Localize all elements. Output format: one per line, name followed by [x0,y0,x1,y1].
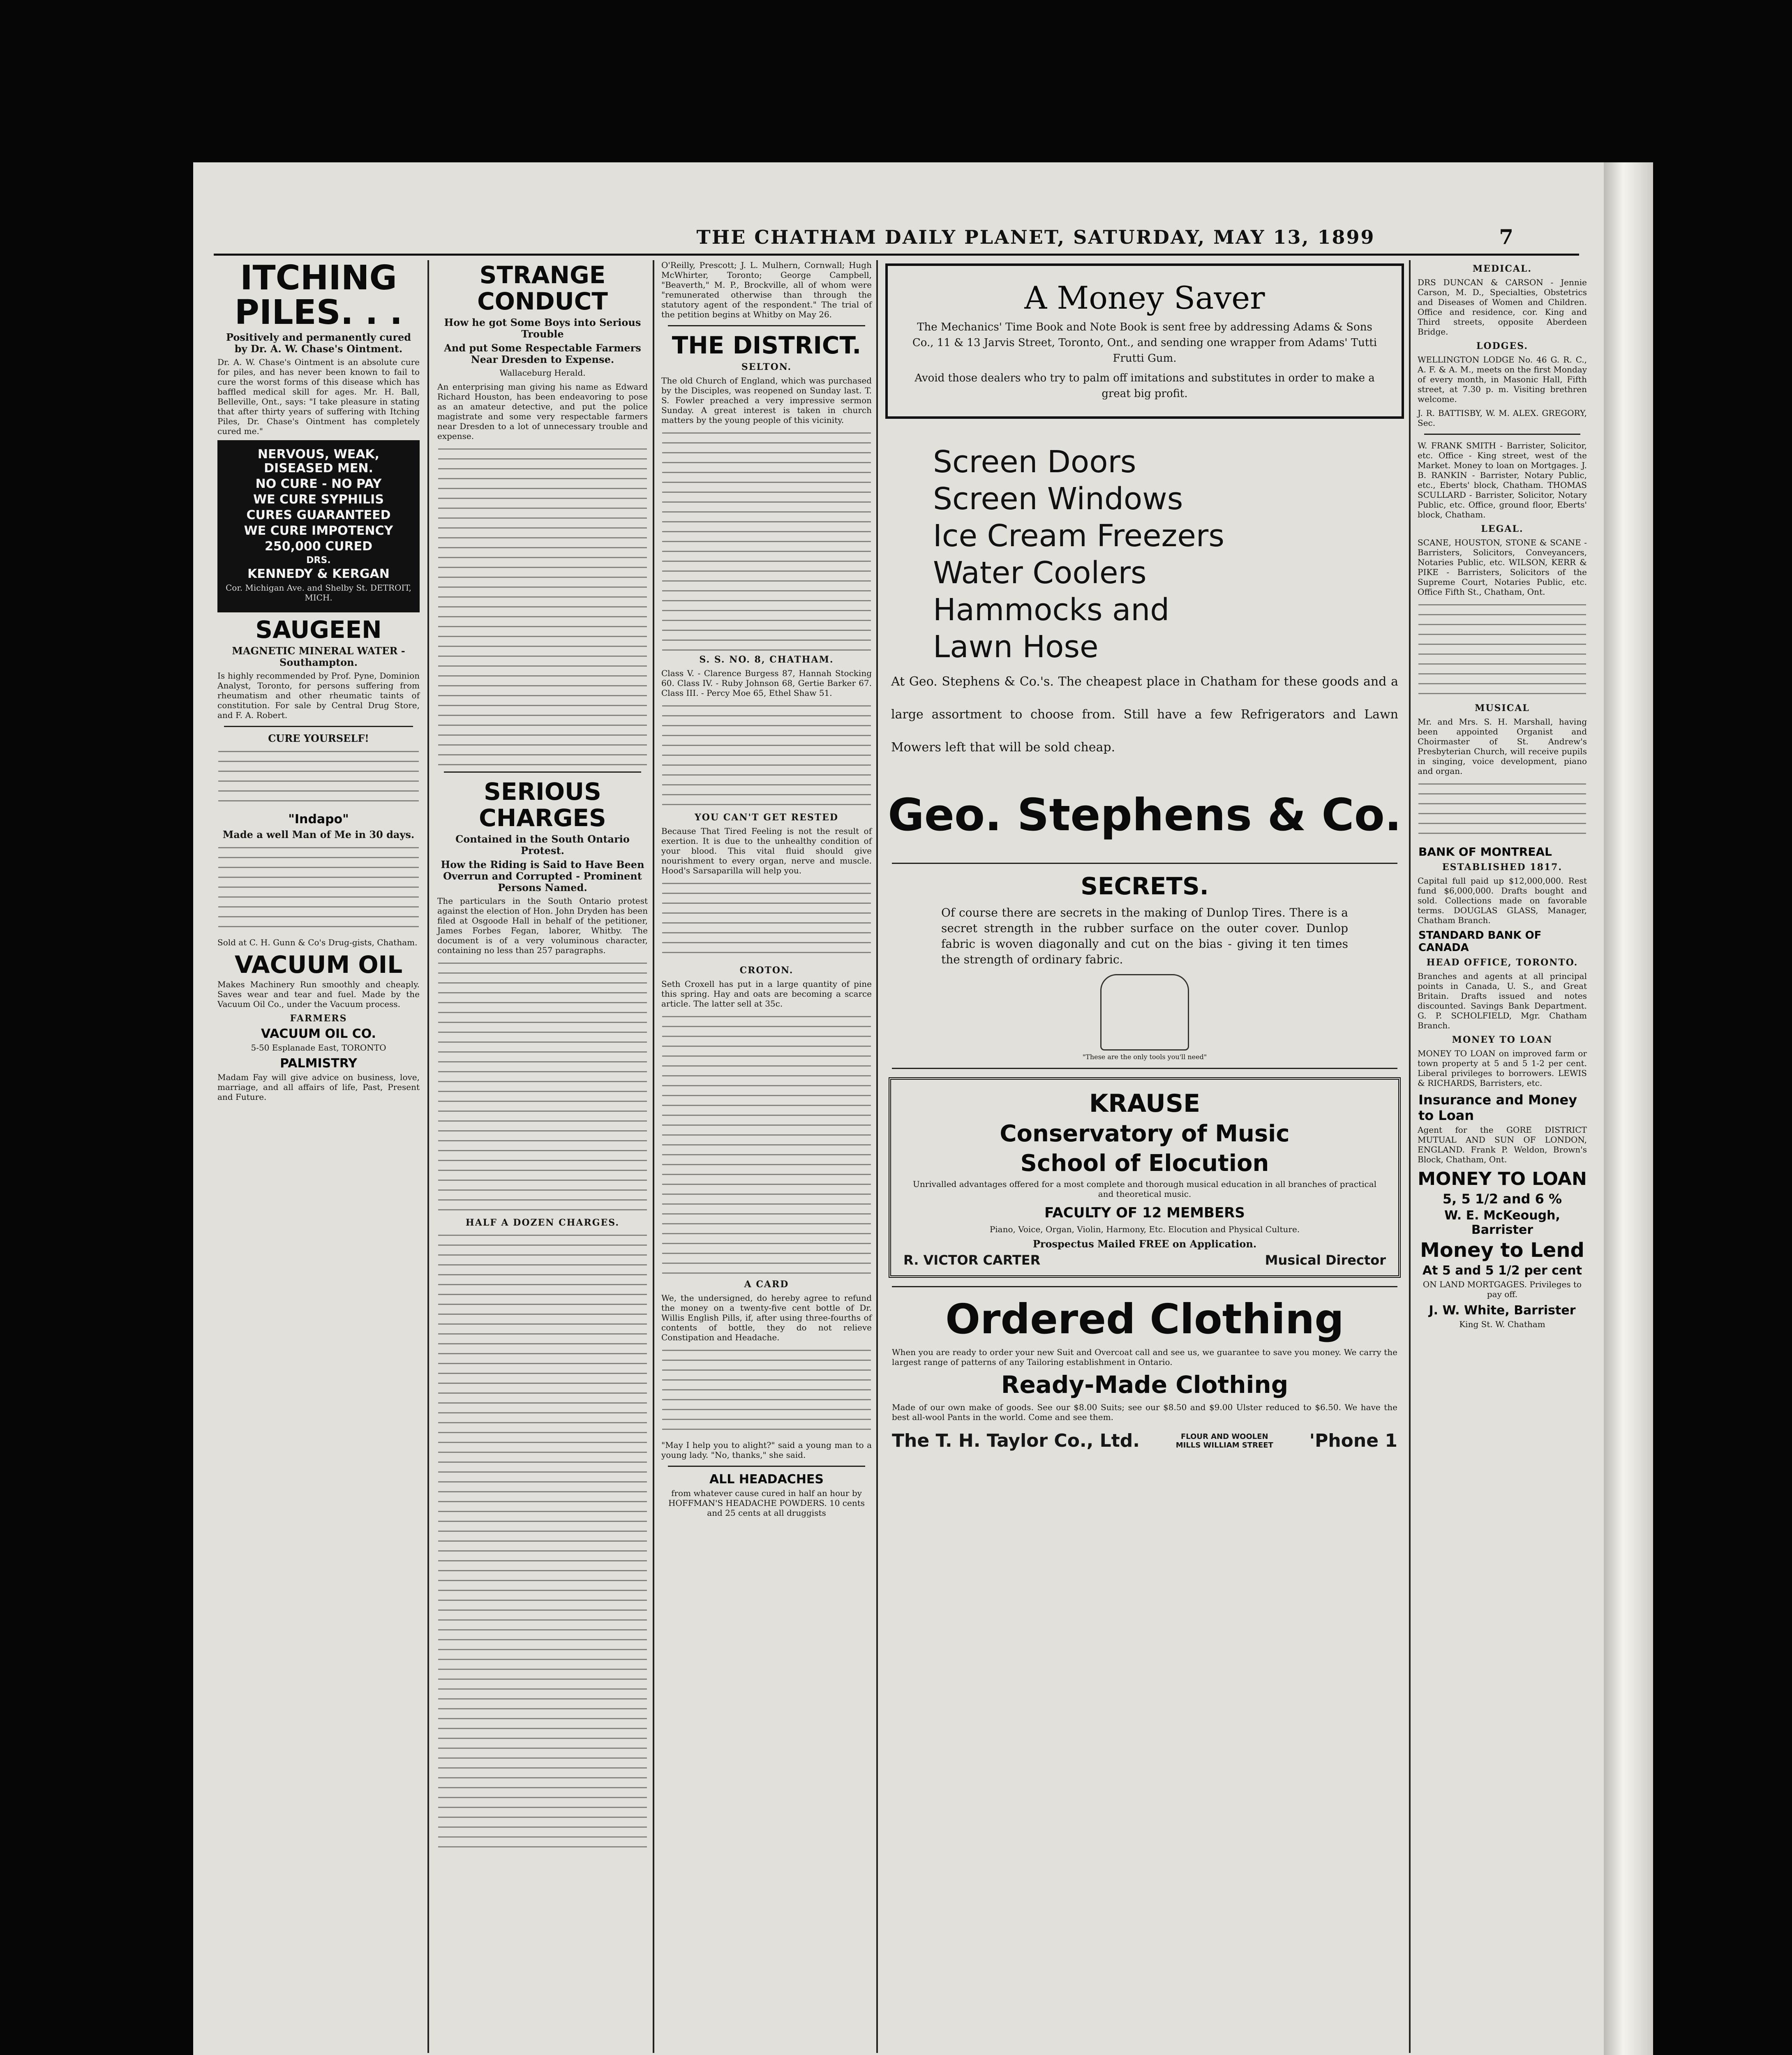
screen-doors-item: Ice Cream Freezers [933,518,1224,554]
masthead-rule [214,254,1579,256]
page-number: 7 [1499,225,1513,249]
krause-sub-1: Conservatory of Music [1000,1120,1290,1147]
taylor-name: The T. H. Taylor Co., Ltd. [892,1430,1140,1451]
legal-head: LEGAL. [1481,524,1524,534]
secrets-caption: "These are the only tools you'll need" [1082,1053,1207,1061]
column-divider [1409,260,1411,2053]
ad-text-block [218,748,419,809]
kk-impotency: WE CURE IMPOTENCY [244,524,393,538]
krause-faculty: FACULTY OF 12 MEMBERS [1044,1205,1245,1221]
bank-established: ESTABLISHED 1817. [1442,862,1563,873]
standard-body: Branches and agents at all principal points in Canada, U. S., and Great Britain. Drafts issued and notes discounted. Savings Bank Department. G. P. SCHOLFIELD, Mgr. Chatham Branch. [1418,971,1587,1030]
serious-sub-1: Contained in the South Ontario Protest. [455,833,630,857]
separator [892,1068,1397,1069]
tired-head: YOU CAN'T GET RESTED [695,812,838,823]
column-1 [216,260,421,2053]
medical-body: DRS DUNCAN & CARSON - Jennie Carson, M. D., Specialties, Obstetrics and Diseases of Women and Children. Office and residence, cor. King and Third streets, opposite Aberdeen Bridge. [1418,277,1587,337]
may-help-item: "May I help you to alight?" said a young man to a young lady. "No, thanks," she said. [661,1440,872,1460]
screen-doors-list [884,443,1406,665]
indapo-subtitle: Made a well Man of Me in 30 days. [222,829,415,840]
insurance-title: Insurance and Money to Loan [1418,1092,1577,1123]
column-4 [884,260,1406,2053]
separator [892,863,1397,864]
strange-body: An enterprising man giving his name as Edward Richard Houston, has been endeavoring to pose as an amateur detective, and put the police magistrate and some very respectable farmers near Dresden to a lot of unnecessary trouble and expense. [437,382,648,441]
palmistry-body: Madam Fay will give advice on business, love, marriage, and all affairs of life, Past, Present and Future. [217,1072,420,1102]
krause-note: Unrivalled advantages offered for a most complete and thorough musical education in all branches of practical and theoretical music. [912,1179,1377,1199]
krause-ad [889,1077,1401,1278]
bank-title: BANK OF MONTREAL [1418,845,1552,859]
itching-subtitle: Positively and permanently cured by Dr. A. W. Chase's Ointment. [226,331,411,355]
tired-body: Because That Tired Feeling is not the result of exertion. It is due to the unhealthy condition of your blood. This vital fluid should give nourishment to every organ, nerve and muscle. Hood's Sarsaparilla will help you. [661,826,872,875]
krause-subjects: Piano, Voice, Organ, Violin, Harmony, Etc. Elocution and Physical Culture. [989,1224,1300,1234]
stephens-text: At Geo. Stephens & Co.'s. The cheapest place in Chatham for these goods and a large assortment to choose from. Still have a few Refrigerators and Lawn Mowers left that will be sold cheap. [891,674,1398,755]
secrets-title: SECRETS. [1081,872,1209,900]
indapo-title: "Indapo" [288,812,349,827]
screen-doors-item: Hammocks and [933,592,1170,628]
readymade-title: Ready-Made Clothing [1001,1371,1289,1399]
lodges-body: WELLINGTON LODGE No. 46 G. R. C., A. F. & A. M., meets on the first Monday of every month, in Masonic Hall, Fifth street, at 7.30 p. m. Visiting brethren welcome. [1418,355,1587,404]
readymade-body: Made of our own make of goods. See our $8.00 Suits; see our $8.50 and $9.00 Ulster reduced to $6.50. We have the best all-wool Pants in the world. Come and see them. [892,1402,1397,1422]
standard-head-office: HEAD OFFICE, TORONTO. [1426,957,1578,968]
separator [1424,434,1580,435]
krause-director-row [903,1252,1386,1268]
secrets-body: Of course there are secrets in the making of Dunlop Tires. There is a secret strength in the rubber surface on the outer cover. Dunlop fabric is woven diagonally and cut on the bias - giving it ten times the strength of ordinary fabric. [941,906,1348,966]
lodges-head: LODGES. [1476,341,1529,351]
krause-prospectus: Prospectus Mailed FREE on Application. [1032,1238,1257,1250]
lend-rates: At 5 and 5 1/2 per cent [1422,1263,1582,1278]
mckeough: W. E. McKeough, Barrister [1444,1208,1560,1237]
card-text-block [1418,601,1586,700]
page-edge-right [1604,162,1653,2055]
croton-body: Seth Croxell has put in a large quantity of pine this spring. Hay and oats are becoming a scarce article. The latter sell at 35c. [661,979,872,1009]
separator [444,771,641,773]
article-text-block [662,880,871,962]
lodges-signature: J. R. BATTISBY, W. M. ALEX. GREGORY, Sec. [1418,408,1587,428]
vacuum-co: VACUUM OIL CO. [261,1027,376,1041]
article-text-block [662,702,871,809]
itching-body: Dr. A. W. Chase's Ointment is an absolute cure for piles, and has never been known to fail to cure the worst forms of this disease which has baffled medical skill for ages. Mr. H. Ball, Belleville, Ont., says: "I take pleasure in stating that after thirty years of suffering with Itching Piles, Dr. Chase's Ointment has completely cured me." [217,357,420,436]
money-saver-body: The Mechanics' Time Book and Note Book is sent free by addressing Adams & Sons Co., 11 & 13 Jarvis Street, Toronto, Ont., and sending one wrapper from Adams' Tutti Frutti Gum. [912,321,1377,365]
saugeen-subtitle: MAGNETIC MINERAL WATER - Southampton. [232,645,405,668]
column-divider [876,260,878,2053]
kk-cured: 250,000 CURED [265,539,372,554]
column-divider [427,260,429,2053]
vacuum-address: 5-50 Esplanade East, TORONTO [251,1043,386,1053]
strange-dateline: Wallaceburg Herald. [499,368,586,378]
strange-sub-1: How he got Some Boys into Serious Trouble [444,316,641,340]
article-text-block [662,429,871,651]
screen-doors-item: Water Coolers [933,555,1147,591]
stephens-logo: Geo. Stephens & Co. [888,790,1402,841]
big-g-ad: CURE YOURSELF! [268,732,369,744]
kk-no-cure: NO CURE - NO PAY [255,477,382,491]
musical-head: MUSICAL [1475,703,1530,713]
article-text-block [438,445,647,766]
kk-guaranteed: CURES GUARANTEED [246,508,391,522]
selton-head: SELTON. [741,362,792,372]
itching-title: ITCHING [240,260,397,298]
money-to-loan-2: MONEY TO LOAN [1418,1168,1587,1189]
article-text-block [662,1346,871,1437]
ordered-clothing-body: When you are ready to order your new Suit and Overcoat call and see us, we guarantee to save you money. We carry the largest range of patterns of any Tailoring establishment in Ontario. [892,1347,1397,1367]
headaches-body: from whatever cause cured in half an hour by HOFFMAN'S HEADACHE POWDERS. 10 cents and 25 cents at all druggists [668,1488,865,1518]
legal-body-2: SCANE, HOUSTON, STONE & SCANE - Barristers, Solicitors, Conveyancers, Notaries Public, etc. WILSON, KERR & PIKE - Barristers, Solicitors of the Supreme Court, Notaries Public, etc. Office Fifth St., Chatham, Ont. [1418,538,1587,597]
article-text-block [438,959,647,1214]
krause-director-name: R. VICTOR CARTER [903,1252,1041,1268]
headaches-head: ALL HEADACHES [709,1472,824,1487]
lend-body: ON LAND MORTGAGES. Privileges to pay off. [1423,1279,1582,1299]
standard-title: STANDARD BANK OF CANADA [1418,929,1542,954]
serious-charges-title: SERIOUS CHARGES [479,778,606,832]
legal-body: W. FRANK SMITH - Barrister, Solicitor, etc. Office - King street, west of the Market. Money to loan on Mortgages. J. B. RANKIN - Barrister, Notary Public, etc., Eberts' block, Chatham. THOMAS SCULLARD - Barrister, Solicitor, Notary Public, etc. Office, ground floor, Eberts' block, Chatham. [1418,441,1587,520]
separator [892,1286,1397,1287]
krause-sub-2: School of Elocution [1020,1150,1269,1177]
hands-illustration [1100,974,1189,1051]
indapo-sold: Sold at C. H. Gunn & Co's Drug-gists, Chatham. [217,937,418,947]
strange-sub-2: And put Some Respectable Farmers Near Dresden to Expense. [444,342,641,365]
loan-head: MONEY TO LOAN [1452,1034,1553,1045]
protest-continued: O'Reilly, Prescott; J. L. Mulhern, Cornwall; Hugh McWhirter, Toronto; George Campbell, "Beaverth," M. P., Brockville, all of whom were "remunerated otherwise than through the statutory agent of the respondent." The trial of the petition begins at Whitby on May 26. [661,260,872,319]
vacuum-title: VACUUM OIL [234,951,403,979]
money-saver-ad [885,263,1404,419]
loan-rates: 5, 5 1/2 and 6 % [1442,1191,1562,1207]
taylor-row [892,1430,1397,1451]
money-saver-title: A Money Saver [1024,279,1265,316]
kk-title: NERVOUS, WEAK, DISEASED MEN. [257,447,380,476]
article-text-block [662,1013,871,1276]
article-text-block [438,1231,647,1848]
kk-address: Cor. Michigan Ave. and Shelby St. DETROIT, MICH. [226,583,412,603]
selton-body: The old Church of England, which was purchased by the Disciples, was reopened on Sunday last. T. S. Fowler preached a very impressive sermon Sunday. A great interest is taken in church matters by the young people of this vicinity. [661,376,872,425]
column-5 [1416,260,1589,2053]
taylor-mills: FLOUR AND WOOLEN MILLS WILLIAM STREET [1175,1432,1273,1450]
white-address: King St. W. Chatham [1459,1319,1545,1329]
kk-syphilis: WE CURE SYPHILIS [253,492,384,507]
bank-body: Capital full paid up $12,000,000. Rest fund $6,000,000. Drafts bought and sold. Collections made on favorable terms. DOUGLAS GLASS, Manager, Chatham Branch. [1418,876,1587,925]
serious-body: The particulars in the South Ontario protest against the election of Hon. John Dryden has been filed at Osgoode Hall in behalf of the petitioner, James Forbes Fegan, laborer, Whitby. The document is of a very voluminous character, containing no less than 257 paragraphs. [437,896,648,955]
half-dozen-charges-head: HALF A DOZEN CHARGES. [465,1217,620,1228]
ordered-clothing-title: Ordered Clothing [945,1295,1344,1343]
separator [668,325,865,326]
money-saver-body-2: Avoid those dealers who try to palm off imitations and substitutes in order to make a great big profit. [914,372,1375,400]
screen-doors-item: Screen Windows [933,481,1183,517]
krause-title: KRAUSE [1089,1089,1201,1118]
kennedy-kergan-ad [217,440,420,612]
krause-director-title: Musical Director [1265,1252,1386,1268]
money-to-lend: Money to Lend [1420,1239,1584,1262]
card-head: A CARD [744,1279,789,1290]
column-3 [660,260,873,2053]
card-text-block [1418,780,1586,842]
screen-doors-item: Screen Doors [933,444,1136,480]
screen-doors-item: Lawn Hose [933,629,1099,665]
saugeen-body: Is highly recommended by Prof. Pyne, Dominion Analyst, Toronto, for persons suffering from rheumatism and other rheumatic taints of constitution. For sale by Central Drug Store, and F. A. Robert. [217,671,420,720]
kk-drs: DRS. [306,555,331,566]
separator [224,726,413,727]
vacuum-farmers: FARMERS [290,1013,347,1024]
j-w-white: J. W. White, Barrister [1429,1303,1576,1318]
medical-head: MEDICAL. [1472,263,1532,274]
palmistry-title: PALMISTRY [280,1056,357,1071]
school-body: Class V. - Clarence Burgess 87, Hannah Stocking 60. Class IV. - Ruby Johnson 68, Gertie Barker 67. Class III. - Percy Moe 65, Ethel Shaw 51. [661,668,872,698]
saugeen-title: SAUGEEN [255,616,382,644]
croton-head: CROTON. [739,965,794,976]
card-body: We, the undersigned, do hereby agree to refund the money on a twenty-five cent bottle of Dr. Willis English Pills, if, after using three-fourths of contents of bottle, they do not relieve Constipation and Headache. [661,1293,872,1342]
vacuum-body: Makes Machinery Run smoothly and cheaply. Saves wear and tear and fuel. Made by the Vacuum Oil Co., under the Vacuum process. [217,979,420,1009]
separator [668,1466,865,1467]
ad-text-block [218,844,419,934]
newspaper-page [193,162,1604,2055]
strange-conduct-title: STRANGE CONDUCT [477,261,608,315]
masthead: THE CHATHAM DAILY PLANET, SATURDAY, MAY 13, 1899 [696,226,1375,248]
kk-firm: KENNEDY & KERGAN [247,567,390,581]
column-2 [436,260,649,2053]
column-divider [653,260,654,2053]
serious-sub-2: How the Riding is Said to Have Been Overrun and Corrupted - Prominent Persons Named. [441,859,644,894]
taylor-phone: 'Phone 1 [1309,1430,1397,1451]
school-head: S. S. NO. 8, CHATHAM. [699,654,834,665]
the-district-title: THE DISTRICT. [672,331,861,359]
insurance-body: Agent for the GORE DISTRICT MUTUAL AND SUN OF LONDON, ENGLAND. Frank P. Weldon, Brown's Block, Chatham, Ont. [1418,1125,1587,1164]
itching-title-2: PILES. . . [234,293,403,332]
loan-body: MONEY TO LOAN on improved farm or town property at 5 and 5 1-2 per cent. Liberal privileges to borrowers. LEWIS & RICHARDS, Barristers, etc. [1418,1048,1587,1088]
musical-body: Mr. and Mrs. S. H. Marshall, having been appointed Organist and Choirmaster of St. Andrew's Presbyterian Church, will receive pupils in singing, voice development, piano and organ. [1418,717,1587,776]
